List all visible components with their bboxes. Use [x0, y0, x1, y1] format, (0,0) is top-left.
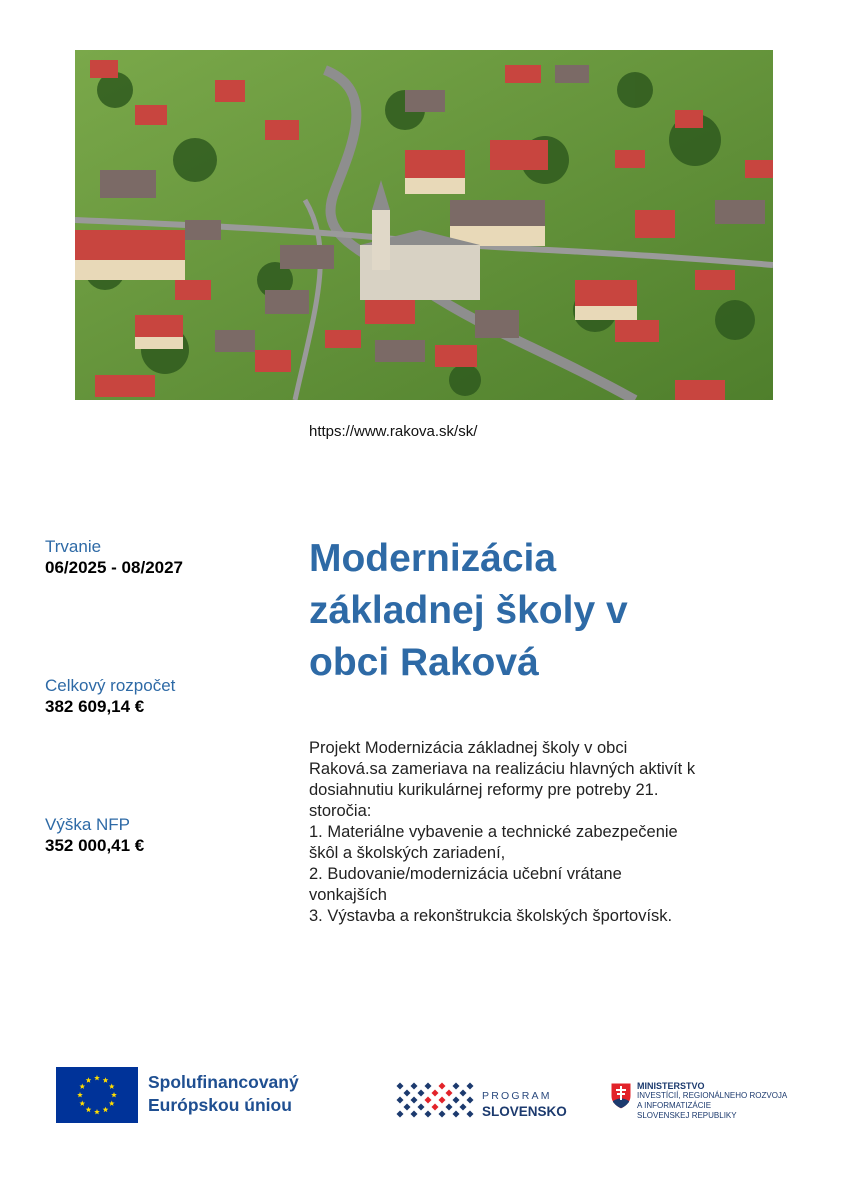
hero-photo: [75, 50, 773, 400]
eu-star-icon: [103, 1107, 109, 1112]
eu-star-icon: [79, 1084, 85, 1089]
program-diamond-icon: [439, 1083, 446, 1090]
eu-star-icon: [86, 1107, 92, 1112]
program-line: PROGRAM: [482, 1090, 552, 1102]
program-slovensko-label: [482, 1088, 567, 1120]
description-line: dosiahnutiu kurikulárnej reformy pre potreby 21.: [309, 781, 659, 799]
ministry-label: [637, 1081, 787, 1121]
eu-star-icon: [77, 1092, 83, 1097]
program-diamond-icon: [467, 1083, 474, 1090]
fact-value: 06/2025 - 08/2027: [45, 558, 184, 577]
village-aerial-photo: [75, 50, 773, 400]
program-diamond-icon: [425, 1083, 432, 1090]
eu-star-icon: [94, 1109, 100, 1114]
program-diamond-icon: [460, 1104, 467, 1111]
eu-star-icon: [111, 1092, 117, 1097]
description-line: Raková.sa zameriava na realizáciu hlavných aktivít k: [309, 760, 696, 778]
program-diamond-icon: [404, 1104, 411, 1111]
program-diamond-icon: [411, 1083, 418, 1090]
fact-value: 352 000,41 €: [45, 836, 145, 855]
program-diamond-icon: [446, 1104, 453, 1111]
eu-star-icon: [86, 1077, 92, 1082]
program-diamond-icon: [439, 1097, 446, 1104]
project-title: [309, 533, 769, 689]
eu-star-icon: [94, 1075, 100, 1080]
ministry-line: SLOVENSKEJ REPUBLIKY: [637, 1111, 737, 1120]
program-slovensko-logo-icon: [396, 1080, 476, 1129]
program-diamond-icon: [467, 1097, 474, 1104]
program-diamond-icon: [453, 1083, 460, 1090]
eu-star-icon: [109, 1101, 115, 1106]
program-diamond-icon: [460, 1090, 467, 1097]
description-line: škôl a školských zariadení,: [309, 844, 506, 862]
program-diamond-icon: [446, 1090, 453, 1097]
program-diamond-icon: [411, 1097, 418, 1104]
program-line: SLOVENSKO: [482, 1104, 567, 1119]
program-diamond-icon: [467, 1111, 474, 1118]
eu-star-icon: [103, 1077, 109, 1082]
program-diamond-icon: [453, 1111, 460, 1118]
fact-nfp-amount: [45, 814, 144, 857]
ministry-line: INVESTÍCIÍ, REGIONÁLNEHO ROZVOJA: [637, 1091, 788, 1100]
description-line: 2. Budovanie/modernizácia učební vrátane: [309, 865, 622, 883]
fact-total-budget: [45, 675, 175, 718]
program-diamond-icon: [418, 1104, 425, 1111]
program-diamond-icon: [425, 1111, 432, 1118]
program-diamond-icon: [411, 1111, 418, 1118]
program-diamond-icon: [418, 1090, 425, 1097]
fact-label: Výška NFP: [45, 815, 131, 834]
project-description: [309, 738, 749, 927]
description-line: Projekt Modernizácia základnej školy v obci: [309, 739, 628, 757]
eu-line: Európskou úniou: [148, 1095, 292, 1115]
program-diamond-icon: [439, 1111, 446, 1118]
eu-star-icon: [109, 1084, 115, 1089]
program-diamond-icon: [432, 1090, 439, 1097]
title-line: Modernizácia: [309, 537, 557, 580]
program-diamond-icon: [397, 1111, 404, 1118]
fact-label: Trvanie: [45, 537, 102, 556]
fact-duration: [45, 536, 183, 579]
ministry-line: MINISTERSTVO: [637, 1081, 705, 1091]
description-line: 3. Výstavba a rekonštrukcia školských športovísk.: [309, 907, 673, 925]
program-diamond-icon: [397, 1097, 404, 1104]
description-line: 1. Materiálne vybavenie a technické zabezpečenie: [309, 823, 678, 841]
eu-flag-icon: [56, 1067, 138, 1123]
eu-cofinanced-label: [148, 1071, 299, 1117]
program-diamond-icon: [404, 1090, 411, 1097]
fact-value: 382 609,14 €: [45, 697, 145, 716]
source-url[interactable]: https://www.rakova.sk/sk/: [309, 423, 478, 440]
program-diamond-icon: [432, 1104, 439, 1111]
program-diamond-icon: [397, 1083, 404, 1090]
program-diamond-icon: [425, 1097, 432, 1104]
slovak-coat-of-arms-icon: [610, 1082, 632, 1115]
title-line: obci Raková: [309, 641, 539, 684]
description-line: vonkajších: [309, 886, 387, 904]
fact-label: Celkový rozpočet: [45, 676, 176, 695]
title-line: základnej školy v: [309, 589, 628, 632]
ministry-line: A INFORMATIZÁCIE: [637, 1101, 712, 1110]
description-line: storočia:: [309, 802, 372, 820]
program-diamond-icon: [453, 1097, 460, 1104]
eu-line: Spolufinancovaný: [148, 1072, 299, 1092]
eu-star-icon: [79, 1101, 85, 1106]
